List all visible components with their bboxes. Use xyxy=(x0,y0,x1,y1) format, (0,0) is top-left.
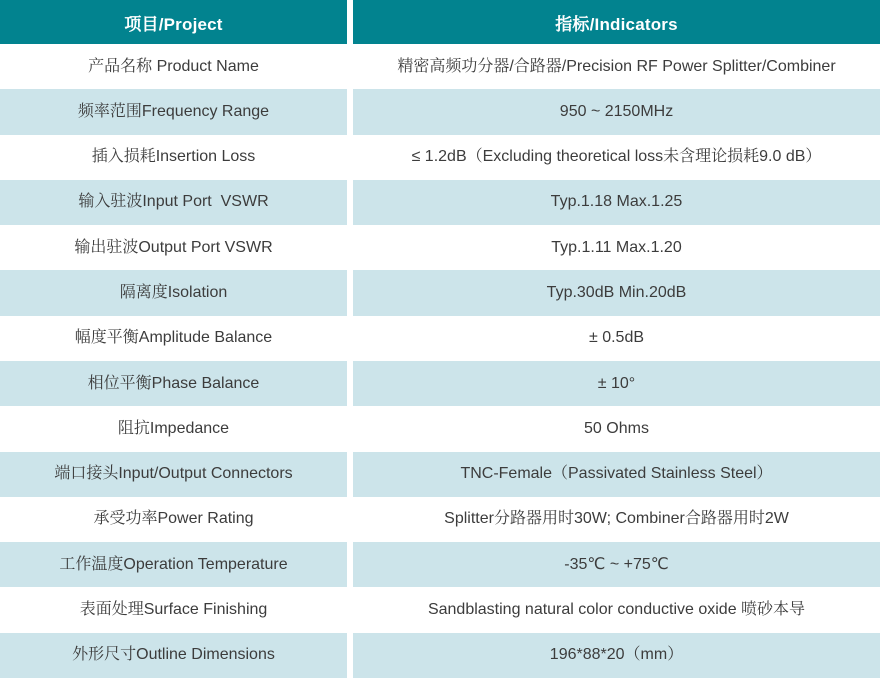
indicator-cell: Typ.1.11 Max.1.20 xyxy=(551,238,682,256)
project-cell: 隔离度Isolation xyxy=(0,270,347,315)
table-row xyxy=(0,361,880,406)
table-row xyxy=(0,497,880,542)
indicator-cell: Sandblasting natural color conductive oxide 喷砂本导 xyxy=(427,601,806,619)
project-cell: 工作温度Operation Temperature xyxy=(0,542,347,587)
indicator-cell: 196*88*20（mm） xyxy=(353,633,880,678)
project-cell: 产品名称 Product Name xyxy=(88,57,259,75)
project-cell: 承受功率Power Rating xyxy=(93,510,254,528)
table-row xyxy=(0,633,880,678)
project-cell: 输出驻波Output Port VSWR xyxy=(74,238,273,256)
header-cell-project: 项目/Project xyxy=(0,0,347,44)
table-row xyxy=(0,89,880,134)
project-cell: 表面处理Surface Finishing xyxy=(79,601,268,619)
table-row xyxy=(0,180,880,225)
table-body xyxy=(0,44,880,678)
project-cell: 相位平衡Phase Balance xyxy=(0,361,347,406)
table-row xyxy=(0,542,880,587)
table-header-row xyxy=(0,0,880,44)
indicator-cell: ≤ 1.2dB（Excluding theoretical loss未含理论损耗9.0 dB） xyxy=(411,148,822,166)
project-cell: 阻抗Impedance xyxy=(117,419,230,437)
indicator-cell: Typ.30dB Min.20dB xyxy=(353,270,880,315)
indicator-cell: ± 0.5dB xyxy=(588,329,645,347)
table-row xyxy=(0,406,880,451)
table-row xyxy=(0,452,880,497)
indicator-cell: TNC-Female（Passivated Stainless Steel） xyxy=(353,452,880,497)
indicator-cell: 精密高频功分器/合路器/Precision RF Power Splitter/Combiner xyxy=(397,57,836,75)
indicator-cell: ± 10° xyxy=(353,361,880,406)
indicator-cell: 50 Ohms xyxy=(584,419,649,437)
table-row xyxy=(0,225,880,270)
project-cell: 输入驻波Input Port VSWR xyxy=(0,180,347,225)
table-row xyxy=(0,135,880,180)
table-row xyxy=(0,44,880,89)
header-cell-indicator: 指标/Indicators xyxy=(353,0,880,44)
indicator-cell: Splitter分路器用时30W; Combiner合路器用时2W xyxy=(444,510,789,528)
project-cell: 频率范围Frequency Range xyxy=(0,89,347,134)
project-cell: 幅度平衡Amplitude Balance xyxy=(74,329,273,347)
indicator-cell: Typ.1.18 Max.1.25 xyxy=(353,180,880,225)
table-row xyxy=(0,270,880,315)
project-cell: 外形尺寸Outline Dimensions xyxy=(0,633,347,678)
project-cell: 端口接头Input/Output Connectors xyxy=(0,452,347,497)
table-row xyxy=(0,316,880,361)
indicator-cell: 950 ~ 2150MHz xyxy=(353,89,880,134)
indicator-cell: -35℃ ~ +75℃ xyxy=(353,542,880,587)
project-cell: 插入损耗Insertion Loss xyxy=(91,148,256,166)
table-row xyxy=(0,587,880,632)
